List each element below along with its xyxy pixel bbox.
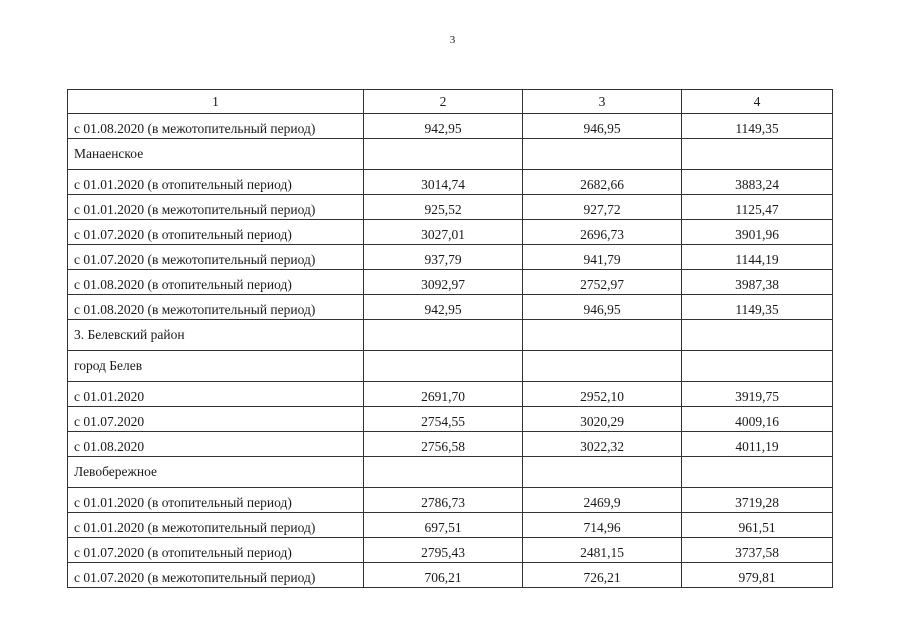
value-cell-col3: 2481,15: [523, 538, 682, 563]
row-label-cell: с 01.07.2020: [68, 407, 364, 432]
row-label-cell: с 01.08.2020: [68, 432, 364, 457]
value-cell-col4: 3987,38: [682, 270, 833, 295]
value-cell-col2: 697,51: [364, 513, 523, 538]
table-row: [68, 407, 833, 432]
row-label-cell: с 01.07.2020 (в межотопительный период): [68, 245, 364, 270]
value-cell-col2: 3092,97: [364, 270, 523, 295]
table-row: [68, 563, 833, 588]
value-cell-col2: 942,95: [364, 114, 523, 139]
table-row: [68, 195, 833, 220]
row-label-cell: Левобережное: [68, 457, 364, 488]
table-row: [68, 432, 833, 457]
table-row: [68, 270, 833, 295]
value-cell-col3: 3020,29: [523, 407, 682, 432]
row-label-cell: 3. Белевский район: [68, 320, 364, 351]
column-header-2: 2: [364, 90, 523, 114]
value-cell-col3: 2469,9: [523, 488, 682, 513]
value-cell-col4: 1125,47: [682, 195, 833, 220]
row-label-cell: с 01.01.2020 (в межотопительный период): [68, 195, 364, 220]
table-group-row: [68, 320, 833, 351]
value-cell-col4: 1149,35: [682, 114, 833, 139]
row-label-cell: с 01.07.2020 (в отопительный период): [68, 538, 364, 563]
value-cell-col4: 3883,24: [682, 170, 833, 195]
value-cell-col4: 3901,96: [682, 220, 833, 245]
value-cell-col4: 1149,35: [682, 295, 833, 320]
value-cell-col2: 3014,74: [364, 170, 523, 195]
row-label-cell: с 01.01.2020 (в межотопительный период): [68, 513, 364, 538]
value-cell-col4: 979,81: [682, 563, 833, 588]
value-cell-col2: 2754,55: [364, 407, 523, 432]
value-cell-col4: [682, 351, 833, 382]
table-row: [68, 170, 833, 195]
table-group-row: [68, 351, 833, 382]
value-cell-col3: 714,96: [523, 513, 682, 538]
value-cell-col3: 2752,97: [523, 270, 682, 295]
tariff-table: [67, 89, 833, 588]
value-cell-col4: 4009,16: [682, 407, 833, 432]
value-cell-col2: 2756,58: [364, 432, 523, 457]
row-label-cell: с 01.01.2020 (в отопительный период): [68, 488, 364, 513]
row-label-cell: с 01.07.2020 (в межотопительный период): [68, 563, 364, 588]
table-row: [68, 538, 833, 563]
value-cell-col2: 706,21: [364, 563, 523, 588]
row-label-cell: с 01.08.2020 (в межотопительный период): [68, 295, 364, 320]
value-cell-col2: 3027,01: [364, 220, 523, 245]
value-cell-col4: 3919,75: [682, 382, 833, 407]
value-cell-col4: 3737,58: [682, 538, 833, 563]
value-cell-col3: 2682,66: [523, 170, 682, 195]
value-cell-col3: 726,21: [523, 563, 682, 588]
value-cell-col3: [523, 351, 682, 382]
value-cell-col2: 925,52: [364, 195, 523, 220]
value-cell-col2: 2795,43: [364, 538, 523, 563]
value-cell-col3: [523, 457, 682, 488]
row-label-cell: с 01.08.2020 (в межотопительный период): [68, 114, 364, 139]
value-cell-col4: 1144,19: [682, 245, 833, 270]
row-label-cell: город Белев: [68, 351, 364, 382]
value-cell-col3: 2952,10: [523, 382, 682, 407]
value-cell-col2: [364, 139, 523, 170]
row-label-cell: Манаенское: [68, 139, 364, 170]
column-header-4: 4: [682, 90, 833, 114]
value-cell-col3: 941,79: [523, 245, 682, 270]
value-cell-col3: 946,95: [523, 114, 682, 139]
table-header-row: [68, 90, 833, 114]
value-cell-col2: 2786,73: [364, 488, 523, 513]
table-row: [68, 295, 833, 320]
value-cell-col4: [682, 139, 833, 170]
value-cell-col2: [364, 320, 523, 351]
row-label-cell: с 01.01.2020: [68, 382, 364, 407]
table-row: [68, 220, 833, 245]
table-row: [68, 488, 833, 513]
row-label-cell: с 01.07.2020 (в отопительный период): [68, 220, 364, 245]
value-cell-col3: 2696,73: [523, 220, 682, 245]
value-cell-col2: 942,95: [364, 295, 523, 320]
table-row: [68, 513, 833, 538]
value-cell-col2: [364, 351, 523, 382]
column-header-3: 3: [523, 90, 682, 114]
table-group-row: [68, 457, 833, 488]
table-group-row: [68, 139, 833, 170]
value-cell-col3: 3022,32: [523, 432, 682, 457]
value-cell-col3: 927,72: [523, 195, 682, 220]
value-cell-col4: [682, 457, 833, 488]
value-cell-col4: 961,51: [682, 513, 833, 538]
value-cell-col3: 946,95: [523, 295, 682, 320]
value-cell-col4: 4011,19: [682, 432, 833, 457]
value-cell-col2: 2691,70: [364, 382, 523, 407]
value-cell-col2: [364, 457, 523, 488]
value-cell-col3: [523, 139, 682, 170]
row-label-cell: с 01.01.2020 (в отопительный период): [68, 170, 364, 195]
value-cell-col3: [523, 320, 682, 351]
value-cell-col4: [682, 320, 833, 351]
value-cell-col2: 937,79: [364, 245, 523, 270]
page-number: 3: [449, 34, 456, 46]
table-row: [68, 382, 833, 407]
table-row: [68, 245, 833, 270]
row-label-cell: с 01.08.2020 (в отопительный период): [68, 270, 364, 295]
column-header-1: 1: [68, 90, 364, 114]
table-row: [68, 114, 833, 139]
table-body: [68, 90, 833, 588]
value-cell-col4: 3719,28: [682, 488, 833, 513]
